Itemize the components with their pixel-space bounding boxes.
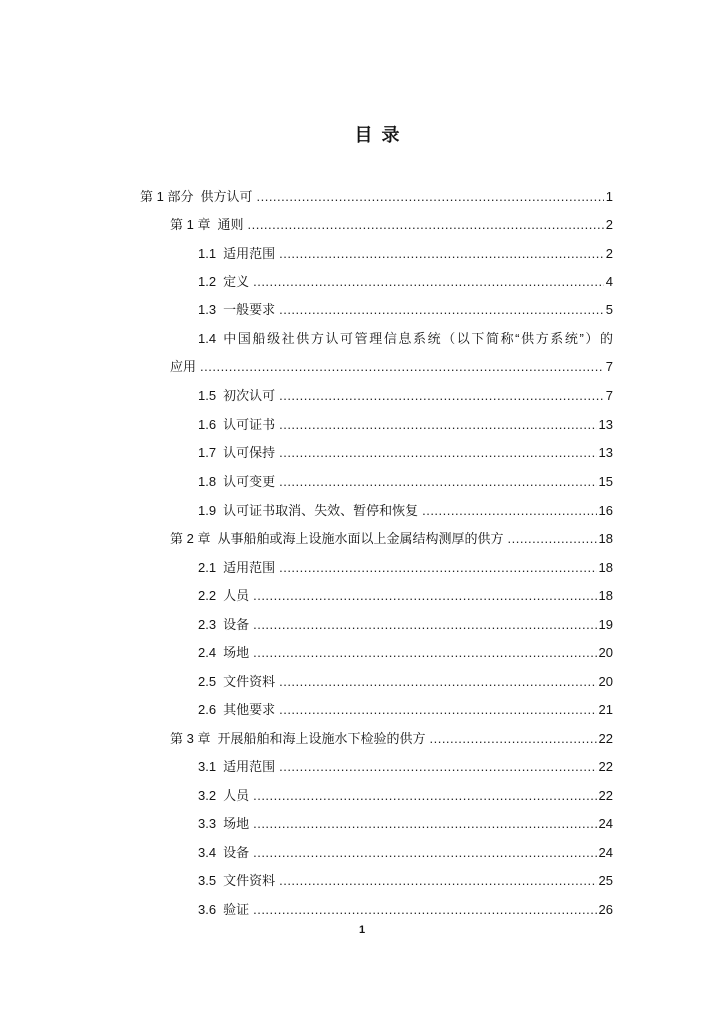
toc-entry-number: 3.3 [198,816,217,831]
toc-entry-number: 第 1 部分 [140,189,194,204]
toc-entry-number: 3.2 [198,788,217,803]
toc-entry-number: 1.2 [198,274,217,289]
toc-entry-number: 1.8 [198,474,217,489]
toc-entry-section[interactable] [198,443,613,463]
toc-entry-number: 1.6 [198,417,217,432]
toc-entry-section[interactable] [198,672,613,692]
toc-entry-title: 文件资料 [223,674,276,689]
toc-entry-page: 2 [605,246,613,261]
toc-entry-page: 24 [598,845,613,860]
toc-entry-number: 2.6 [198,702,217,717]
toc-leader-dots [253,643,596,663]
toc-leader-dots [253,814,596,834]
toc-entry-section[interactable] [198,244,613,264]
toc-entry-number: 1.7 [198,445,217,460]
toc-leader-dots [279,300,604,320]
toc-entry-page: 16 [598,503,613,518]
toc-leader-dots [279,443,596,463]
toc-entry-title: 人员 [223,588,250,603]
toc-entry-section-continuation[interactable] [170,357,613,377]
toc-entry-page: 22 [598,788,613,803]
toc-leader-dots [279,244,604,264]
toc-entry-section[interactable] [198,558,613,578]
toc-entry-page: 15 [598,474,613,489]
toc-entry-number: 3.5 [198,873,217,888]
toc-entry-section[interactable] [198,300,613,320]
toc-entry-number: 2.2 [198,588,217,603]
toc-entry-page: 7 [605,359,613,374]
toc-entry-number: 1.1 [198,246,217,261]
toc-entry-section[interactable] [198,501,613,521]
toc-leader-dots [253,843,596,863]
toc-entry-number: 第 1 章 [170,217,211,232]
toc-entry-title: 开展船舶和海上设施水下检验的供方 [217,731,426,746]
toc-entry-title: 通则 [217,217,244,232]
toc-leader-dots [279,700,596,720]
toc-entry-page: 13 [598,445,613,460]
toc-entry-page: 22 [598,731,613,746]
toc-entry-page: 20 [598,645,613,660]
toc-entry-title: 验证 [223,902,250,917]
toc-entry-title: 从事船舶或海上设施水面以上金属结构测厚的供方 [217,531,504,546]
toc-leader-dots [429,729,596,749]
toc-entry-section[interactable] [198,472,613,492]
toc-entry-number: 第 2 章 [170,531,211,546]
toc-leader-dots [279,871,596,891]
toc-entry-page: 4 [605,274,613,289]
toc-entry-page: 18 [598,560,613,575]
toc-entry-section[interactable] [198,615,613,635]
toc-leader-dots [279,472,596,492]
toc-entry-number: 2.4 [198,645,217,660]
toc-entry-title-continuation: 应用 [170,359,197,374]
toc-entry-page: 7 [605,388,613,403]
toc-leader-dots [253,786,596,806]
toc-leader-dots [256,187,603,207]
toc-entry-page: 13 [598,417,613,432]
toc-leader-dots [253,900,596,920]
toc-entry-number: 3.1 [198,759,217,774]
toc-entry-title: 文件资料 [223,873,276,888]
toc-entry-title: 人员 [223,788,250,803]
toc-entry-page: 24 [598,816,613,831]
toc-entry-number: 2.1 [198,560,217,575]
toc-entry-section[interactable] [198,871,613,891]
toc-entry-number: 3.6 [198,902,217,917]
toc-entry-number: 2.3 [198,617,217,632]
toc-entry-title: 适用范围 [223,246,276,261]
toc-entry-chapter[interactable] [170,729,613,749]
toc-entry-section[interactable] [198,814,613,834]
toc-entry-section[interactable] [198,272,613,292]
toc-entry-title: 一般要求 [223,302,276,317]
toc-entry-title: 中国船级社供方认可管理信息系统（以下简称“供方系统”）的 [223,331,613,346]
toc-entry-chapter[interactable] [170,215,613,235]
toc-entry-title: 认可变更 [223,474,276,489]
toc-entry-page: 18 [598,531,613,546]
toc-entry-title: 认可保持 [223,445,276,460]
toc-entry-page: 22 [598,759,613,774]
toc-entry-title: 认可证书 [223,417,276,432]
toc-leader-dots [422,501,596,521]
toc-entry-section[interactable] [198,843,613,863]
toc-leader-dots [279,672,596,692]
toc-entry-page: 18 [598,588,613,603]
toc-entry-section[interactable] [198,415,613,435]
toc-entry-page: 26 [598,902,613,917]
toc-entry-page: 1 [605,189,613,204]
toc-entry-section[interactable] [198,386,613,406]
toc-entry-section[interactable] [198,757,613,777]
toc-leader-dots [253,272,604,292]
toc-entry-title: 认可证书取消、失效、暂停和恢复 [223,503,419,518]
toc-entry-number: 1.4 [198,331,217,346]
toc-entry-section[interactable] [198,643,613,663]
toc-leader-dots [279,386,604,406]
toc-entry-section[interactable] [198,900,613,920]
toc-entry-page: 19 [598,617,613,632]
toc-entry-section[interactable] [198,329,613,349]
toc-leader-dots [279,415,596,435]
toc-title: 目 录 [354,125,402,145]
toc-entry-number: 2.5 [198,674,217,689]
toc-entry-section[interactable] [198,700,613,720]
toc-entry-section[interactable] [198,586,613,606]
toc-entry-title: 定义 [223,274,250,289]
toc-entry-title: 设备 [223,617,250,632]
toc-entry-part[interactable] [140,187,613,207]
toc-entry-title: 适用范围 [223,560,276,575]
toc-entry-page: 25 [598,873,613,888]
toc-entry-section[interactable] [198,786,613,806]
toc-entry-page: 2 [605,217,613,232]
toc-entry-number: 3.4 [198,845,217,860]
toc-entry-title: 场地 [223,645,250,660]
toc-leader-dots [253,615,596,635]
toc-entry-title: 其他要求 [223,702,276,717]
toc-entry-title: 初次认可 [223,388,276,403]
toc-leader-dots [279,757,596,777]
toc-leader-dots [507,529,596,549]
toc-leader-dots [200,357,604,377]
toc-entry-chapter[interactable] [170,529,613,549]
toc-entry-title: 场地 [223,816,250,831]
toc-entry-page: 20 [598,674,613,689]
toc-entry-page: 5 [605,302,613,317]
toc-leader-dots [253,586,596,606]
toc-entry-page: 21 [598,702,613,717]
toc-entry-number: 第 3 章 [170,731,211,746]
toc-entry-number: 1.3 [198,302,217,317]
toc-entry-number: 1.9 [198,503,217,518]
toc-leader-dots [279,558,596,578]
page-number: 1 [358,924,366,936]
toc-entry-number: 1.5 [198,388,217,403]
toc-entry-title: 适用范围 [223,759,276,774]
toc-entry-title: 供方认可 [200,189,253,204]
toc-entry-title: 设备 [223,845,250,860]
toc-leader-dots [247,215,603,235]
